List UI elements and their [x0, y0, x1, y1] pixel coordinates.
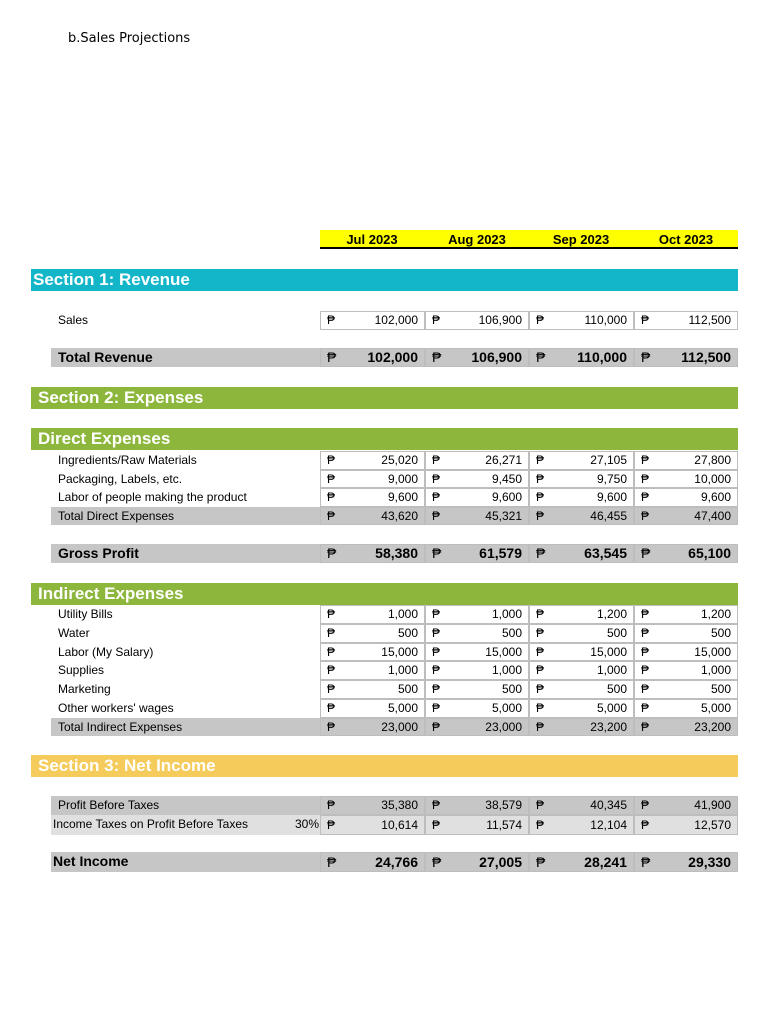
peso-sign: ₱ [536, 701, 545, 715]
row-label: Ingredients/Raw Materials [58, 453, 197, 467]
peso-sign: ₱ [536, 645, 545, 659]
row-label: Other workers' wages [58, 701, 174, 715]
peso-sign: ₱ [432, 472, 441, 486]
document-title: b.Sales Projections [68, 31, 191, 46]
value-cell [320, 815, 425, 835]
amount: 63,545 [584, 545, 627, 561]
value-cell [634, 605, 738, 624]
value-cell [529, 661, 634, 680]
value-cell [425, 661, 529, 680]
amount: 15,000 [694, 645, 731, 659]
peso-sign: ₱ [641, 798, 650, 812]
amount: 38,579 [485, 798, 522, 812]
peso-sign: ₱ [327, 313, 336, 327]
value-cell [320, 605, 425, 624]
value-cell [529, 544, 634, 563]
value-cell [320, 718, 425, 736]
value-cell [320, 680, 425, 699]
peso-sign: ₱ [536, 854, 546, 870]
peso-sign: ₱ [641, 607, 650, 621]
peso-sign: ₱ [641, 645, 650, 659]
peso-sign: ₱ [641, 663, 650, 677]
amount: 15,000 [381, 645, 418, 659]
value-cell [425, 680, 529, 699]
peso-sign: ₱ [432, 682, 441, 696]
indirect-row [0, 605, 768, 624]
amount: 1,000 [596, 663, 627, 677]
peso-sign: ₱ [327, 607, 336, 621]
value-cell [425, 796, 529, 815]
peso-sign: ₱ [536, 453, 545, 467]
value-cell [320, 311, 425, 330]
row-label: Marketing [58, 682, 111, 696]
value-cell [634, 451, 738, 470]
peso-sign: ₱ [432, 818, 441, 832]
value-cell [529, 624, 634, 643]
total-indirect-row [0, 718, 768, 736]
amount: 12,104 [590, 818, 627, 832]
direct-row [0, 470, 768, 488]
peso-sign: ₱ [536, 663, 545, 677]
amount: 1,000 [491, 663, 522, 677]
peso-sign: ₱ [327, 701, 336, 715]
value-cell [634, 815, 738, 835]
peso-sign: ₱ [432, 645, 441, 659]
value-cell [320, 451, 425, 470]
value-cell [320, 852, 425, 872]
peso-sign: ₱ [641, 682, 650, 696]
value-cell [320, 470, 425, 488]
value-cell [634, 311, 738, 330]
value-cell [634, 470, 738, 488]
amount: 500 [397, 626, 418, 640]
amount: 9,600 [491, 490, 522, 504]
value-cell [529, 470, 634, 488]
amount: 23,200 [694, 720, 731, 734]
section-net-income-header: Section 3: Net Income [31, 755, 738, 777]
amount: 15,000 [590, 645, 627, 659]
section-revenue-header: Section 1: Revenue [31, 269, 738, 291]
peso-sign: ₱ [327, 472, 336, 486]
net-income-row [0, 852, 768, 872]
amount: 25,020 [381, 453, 418, 467]
month-header: Aug 2023 [448, 232, 506, 247]
row-label: Water [58, 626, 90, 640]
value-cell [425, 488, 529, 507]
amount: 23,000 [485, 720, 522, 734]
peso-sign: ₱ [432, 349, 442, 365]
peso-sign: ₱ [327, 682, 336, 696]
peso-sign: ₱ [641, 313, 650, 327]
peso-sign: ₱ [641, 701, 650, 715]
value-cell [425, 544, 529, 563]
value-cell [529, 852, 634, 872]
row-label: Income Taxes on Profit Before Taxes [53, 817, 248, 831]
amount: 1,200 [596, 607, 627, 621]
amount: 102,000 [367, 349, 418, 365]
amount: 5,000 [596, 701, 627, 715]
row-label: Utility Bills [58, 607, 113, 621]
amount: 1,200 [700, 607, 731, 621]
peso-sign: ₱ [641, 720, 650, 734]
indirect-row [0, 624, 768, 643]
amount: 46,455 [590, 509, 627, 523]
value-cell [634, 796, 738, 815]
peso-sign: ₱ [536, 798, 545, 812]
amount: 27,105 [590, 453, 627, 467]
peso-sign: ₱ [641, 472, 650, 486]
value-cell [529, 451, 634, 470]
value-cell [425, 643, 529, 661]
value-cell [634, 718, 738, 736]
month-header: Oct 2023 [658, 232, 714, 247]
amount: 12,570 [694, 818, 731, 832]
amount: 40,345 [590, 798, 627, 812]
value-cell [320, 699, 425, 718]
month-header: Sep 2023 [552, 232, 610, 247]
peso-sign: ₱ [641, 509, 650, 523]
peso-sign: ₱ [432, 701, 441, 715]
value-cell [320, 661, 425, 680]
amount: 112,500 [681, 349, 731, 365]
row-label: Labor of people making the product [58, 490, 247, 504]
peso-sign: ₱ [536, 682, 545, 696]
sales-row [0, 311, 768, 330]
amount: 500 [501, 626, 522, 640]
indirect-row [0, 643, 768, 661]
peso-sign: ₱ [536, 626, 545, 640]
value-cell [425, 348, 529, 367]
amount: 65,100 [688, 545, 731, 561]
value-cell [529, 815, 634, 835]
peso-sign: ₱ [327, 509, 336, 523]
value-cell [425, 718, 529, 736]
amount: 47,400 [694, 509, 731, 523]
amount: 15,000 [485, 645, 522, 659]
peso-sign: ₱ [327, 453, 336, 467]
peso-sign: ₱ [536, 472, 545, 486]
value-cell [320, 348, 425, 367]
amount: 24,766 [375, 854, 418, 870]
value-cell [529, 488, 634, 507]
peso-sign: ₱ [641, 854, 651, 870]
value-cell [529, 718, 634, 736]
peso-sign: ₱ [536, 509, 545, 523]
peso-sign: ₱ [432, 509, 441, 523]
peso-sign: ₱ [327, 854, 337, 870]
amount: 5,000 [700, 701, 731, 715]
peso-sign: ₱ [327, 720, 336, 734]
row-label: Supplies [58, 663, 105, 677]
amount: 1,000 [387, 607, 418, 621]
value-cell [529, 348, 634, 367]
tax-rate: 30% [295, 817, 320, 831]
amount: 11,574 [486, 818, 522, 832]
amount: 10,000 [694, 472, 731, 486]
value-cell [320, 488, 425, 507]
peso-sign: ₱ [432, 490, 441, 504]
value-cell [320, 624, 425, 643]
amount: 500 [606, 626, 627, 640]
value-cell [425, 699, 529, 718]
peso-sign: ₱ [432, 663, 441, 677]
value-cell [425, 852, 529, 872]
peso-sign: ₱ [432, 545, 442, 561]
row-label: Total Direct Expenses [58, 509, 175, 523]
amount: 1,000 [700, 663, 731, 677]
row-label: Sales [58, 313, 89, 327]
indirect-expenses-header: Indirect Expenses [31, 583, 738, 605]
row-label: Net Income [53, 853, 129, 869]
amount: 500 [710, 682, 731, 696]
income-taxes-row [0, 815, 768, 835]
direct-row [0, 488, 768, 507]
value-cell [320, 507, 425, 525]
peso-sign: ₱ [641, 545, 651, 561]
total-revenue-row [0, 348, 768, 367]
peso-sign: ₱ [641, 490, 650, 504]
amount: 112,500 [688, 313, 731, 327]
row-label: Profit Before Taxes [58, 798, 160, 812]
amount: 5,000 [387, 701, 418, 715]
peso-sign: ₱ [641, 453, 650, 467]
profit-before-taxes-row [0, 796, 768, 815]
value-cell [529, 796, 634, 815]
value-cell [634, 661, 738, 680]
amount: 500 [397, 682, 418, 696]
peso-sign: ₱ [432, 854, 442, 870]
amount: 500 [501, 682, 522, 696]
peso-sign: ₱ [536, 313, 545, 327]
value-cell [425, 605, 529, 624]
value-cell [634, 488, 738, 507]
amount: 106,900 [471, 349, 522, 365]
peso-sign: ₱ [536, 607, 545, 621]
peso-sign: ₱ [432, 798, 441, 812]
value-cell [634, 507, 738, 525]
value-cell [320, 544, 425, 563]
amount: 1,000 [387, 663, 418, 677]
peso-sign: ₱ [327, 798, 336, 812]
peso-sign: ₱ [432, 720, 441, 734]
value-cell [529, 643, 634, 661]
value-cell [425, 311, 529, 330]
amount: 61,579 [479, 545, 522, 561]
peso-sign: ₱ [641, 626, 650, 640]
month-header: Jul 2023 [346, 232, 398, 247]
peso-sign: ₱ [327, 818, 336, 832]
row-label: Gross Profit [58, 545, 139, 561]
value-cell [634, 852, 738, 872]
row-label: Labor (My Salary) [58, 645, 154, 659]
amount: 35,380 [381, 798, 418, 812]
total-direct-row [0, 507, 768, 525]
peso-sign: ₱ [641, 818, 650, 832]
value-cell [425, 507, 529, 525]
amount: 102,000 [374, 313, 418, 327]
row-label: Total Revenue [58, 349, 153, 365]
value-cell [634, 624, 738, 643]
value-cell [634, 643, 738, 661]
amount: 106,900 [478, 313, 522, 327]
amount: 9,600 [596, 490, 627, 504]
value-cell [529, 680, 634, 699]
amount: 500 [710, 626, 731, 640]
value-cell [529, 311, 634, 330]
peso-sign: ₱ [536, 490, 545, 504]
amount: 23,200 [590, 720, 627, 734]
row-label: Packaging, Labels, etc. [58, 472, 183, 486]
value-cell [425, 470, 529, 488]
peso-sign: ₱ [327, 490, 336, 504]
value-cell [634, 699, 738, 718]
amount: 27,800 [694, 453, 731, 467]
value-cell [529, 699, 634, 718]
amount: 23,000 [381, 720, 418, 734]
amount: 26,271 [485, 453, 522, 467]
amount: 110,000 [577, 349, 627, 365]
indirect-row [0, 680, 768, 699]
value-cell [634, 348, 738, 367]
peso-sign: ₱ [536, 545, 546, 561]
indirect-row [0, 661, 768, 680]
peso-sign: ₱ [327, 626, 336, 640]
peso-sign: ₱ [641, 349, 651, 365]
peso-sign: ₱ [327, 545, 337, 561]
amount: 1,000 [491, 607, 522, 621]
amount: 43,620 [381, 509, 418, 523]
amount: 58,380 [375, 545, 418, 561]
value-cell [320, 796, 425, 815]
amount: 29,330 [688, 854, 731, 870]
value-cell [425, 815, 529, 835]
peso-sign: ₱ [536, 720, 545, 734]
peso-sign: ₱ [536, 349, 546, 365]
value-cell [425, 451, 529, 470]
value-cell [529, 507, 634, 525]
row-label: Total Indirect Expenses [58, 720, 183, 734]
amount: 110,000 [584, 313, 627, 327]
amount: 9,000 [387, 472, 418, 486]
peso-sign: ₱ [432, 626, 441, 640]
amount: 9,600 [387, 490, 418, 504]
amount: 9,450 [491, 472, 522, 486]
direct-expenses-header: Direct Expenses [31, 428, 738, 450]
peso-sign: ₱ [432, 607, 441, 621]
amount: 27,005 [479, 854, 522, 870]
gross-profit-row [0, 544, 768, 563]
peso-sign: ₱ [432, 453, 441, 467]
amount: 500 [606, 682, 627, 696]
value-cell [634, 680, 738, 699]
peso-sign: ₱ [432, 313, 441, 327]
value-cell [529, 605, 634, 624]
section-expenses-header: Section 2: Expenses [31, 387, 738, 409]
indirect-row [0, 699, 768, 718]
amount: 41,900 [694, 798, 731, 812]
peso-sign: ₱ [327, 645, 336, 659]
peso-sign: ₱ [327, 349, 337, 365]
amount: 10,614 [381, 818, 418, 832]
amount: 5,000 [491, 701, 522, 715]
value-cell [320, 643, 425, 661]
amount: 9,600 [700, 490, 731, 504]
value-cell [634, 544, 738, 563]
value-cell [425, 624, 529, 643]
direct-row [0, 451, 768, 470]
peso-sign: ₱ [327, 663, 336, 677]
peso-sign: ₱ [536, 818, 545, 832]
amount: 45,321 [485, 509, 522, 523]
amount: 9,750 [596, 472, 627, 486]
amount: 28,241 [584, 854, 627, 870]
